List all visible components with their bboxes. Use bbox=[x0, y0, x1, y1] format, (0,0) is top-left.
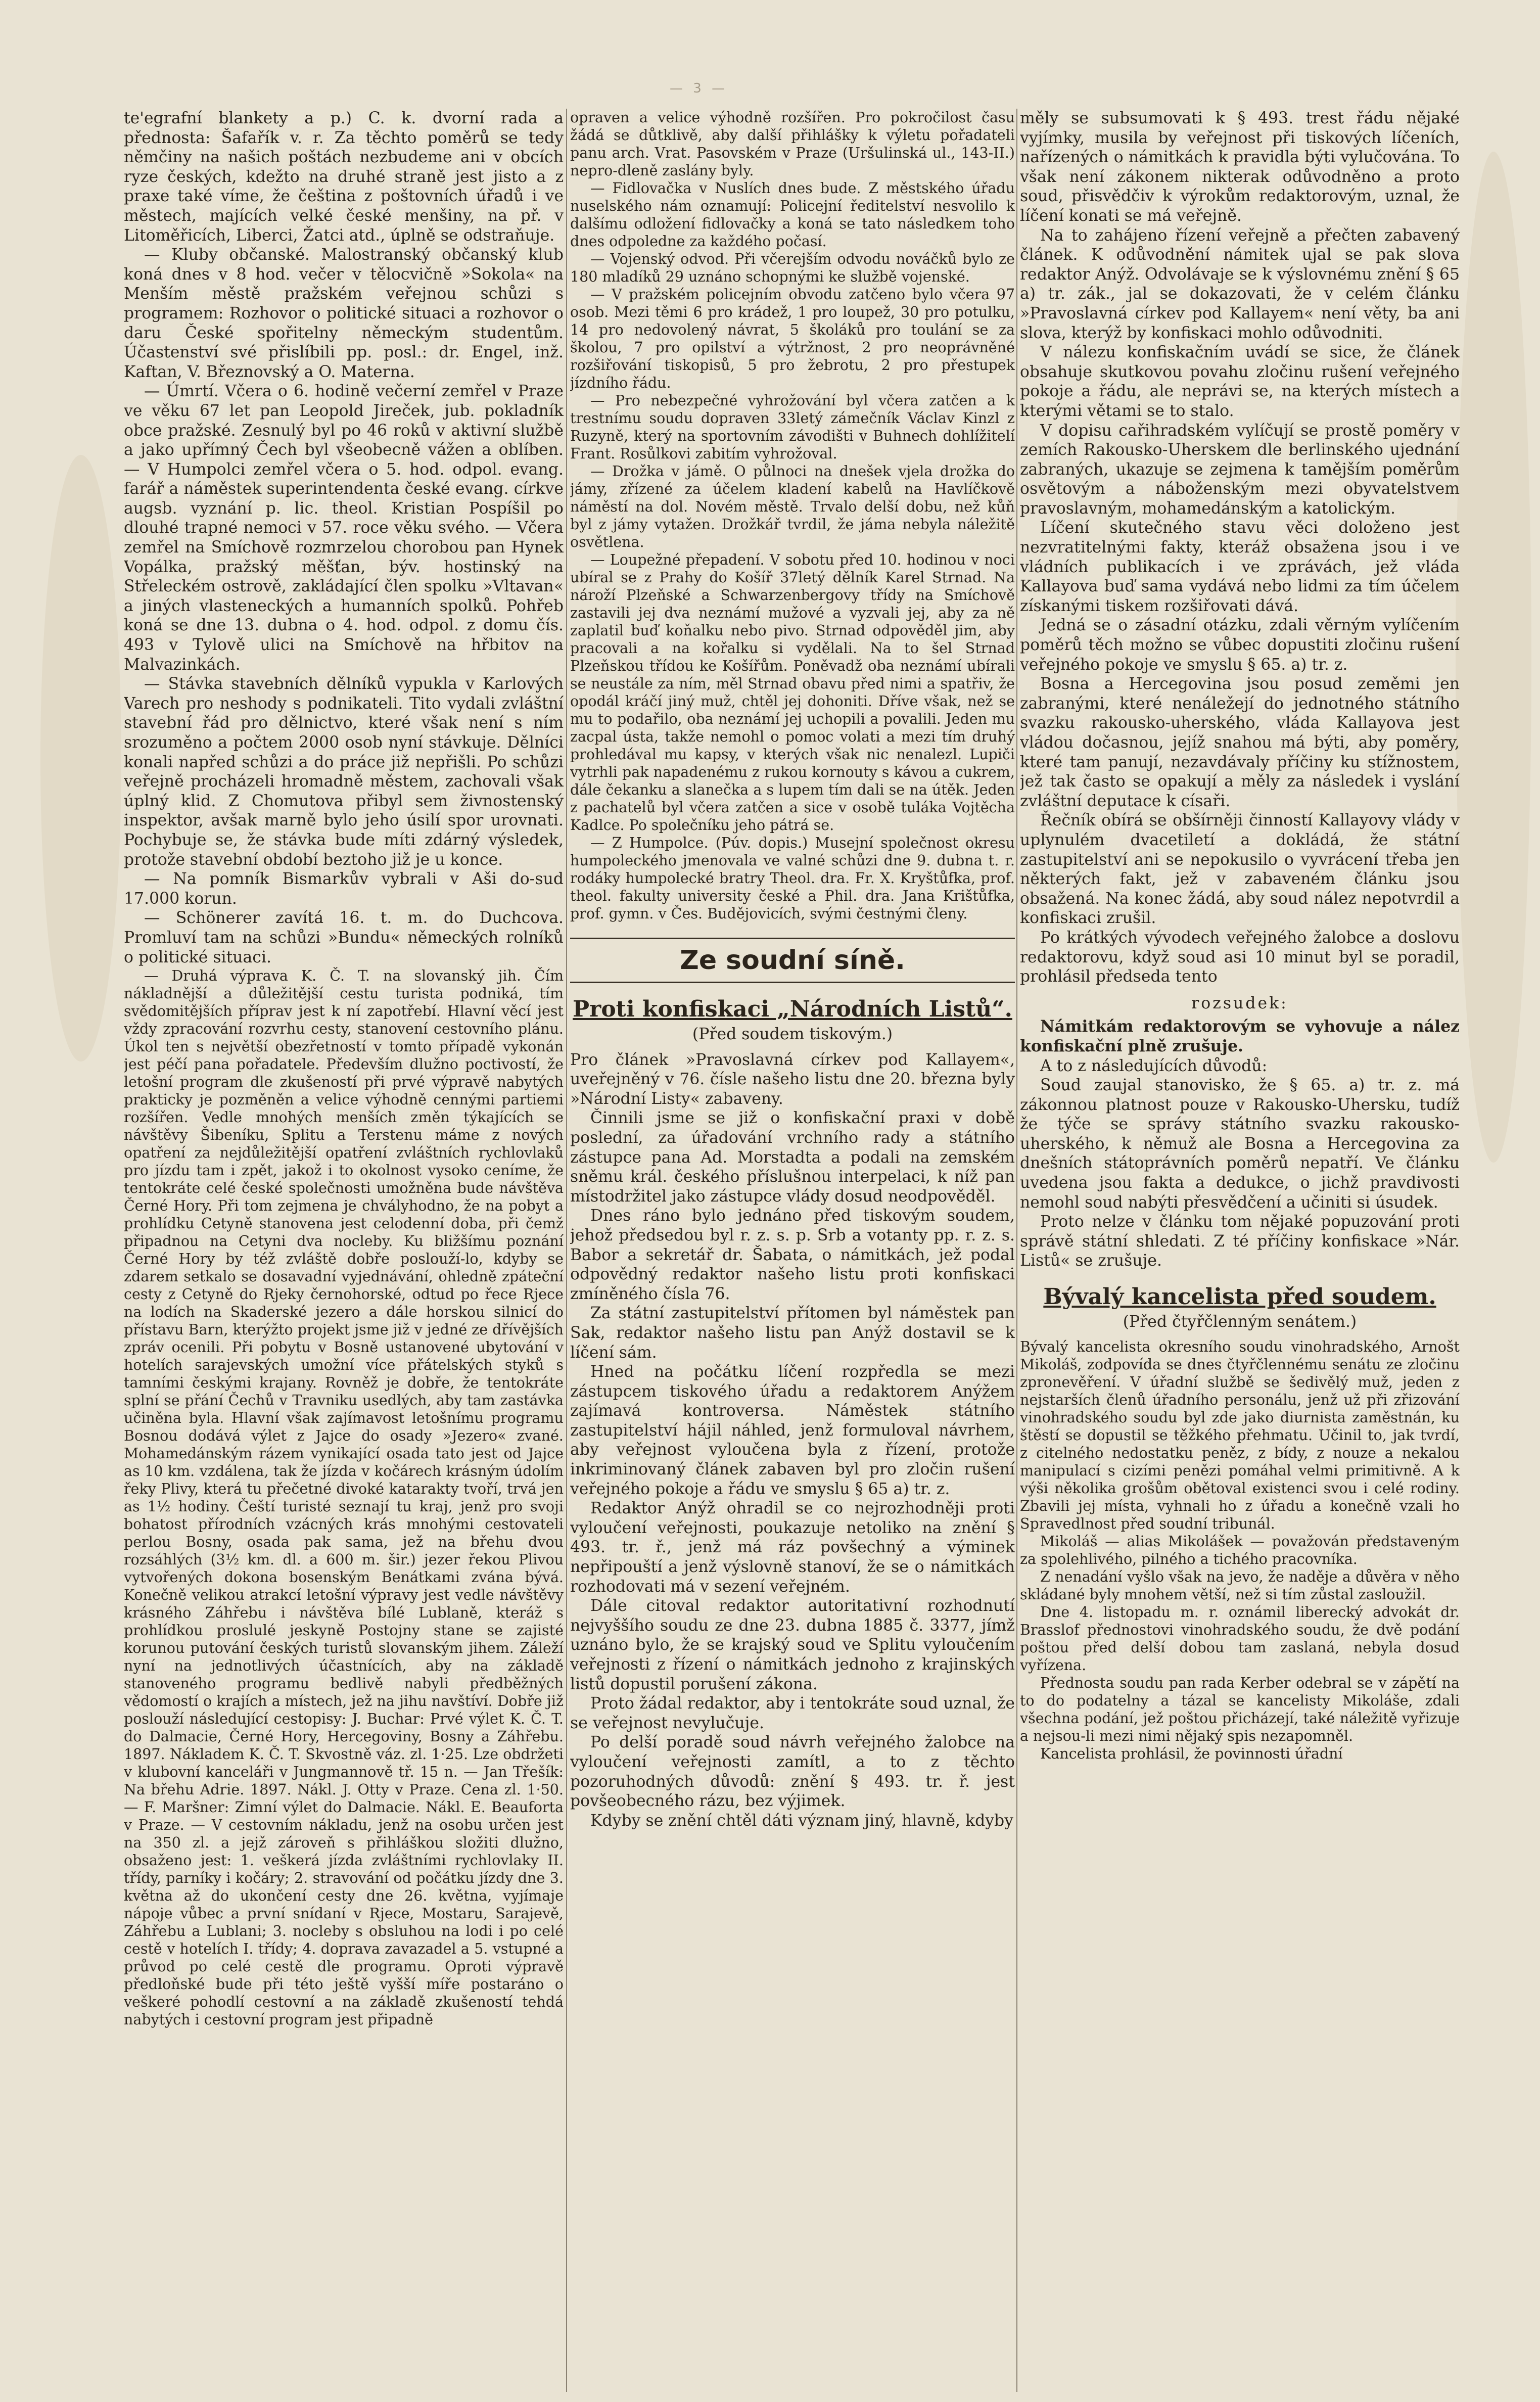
paragraph: Dále citoval redaktor autoritativní rozhodnutí nejvyššího soudu ze dne 23. dubna 1885 č. 3377, jímž uznáno bylo, že se krajský soud ve Splitu vyloučením veřejnosti z řízení o námitkách jednoho z krajinských listů dopustil porušení zákona. bbox=[570, 1597, 1015, 1693]
paragraph: V dopisu cařihradském vylíčují se prostě poměry v zemích Rakousko-Uherskem dle berlinského ujednání zabraných, ukazuje se zejmena k tamějším poměrům osvětovým a náboženským mezi obyvatelstvem pravoslavným, mohamedánským a katolickým. bbox=[1020, 421, 1460, 518]
paragraph: Kdyby se znění chtěl dáti význam jiný, hlavně, kdyby bbox=[590, 1811, 1013, 1830]
paragraph: — Na pomník Bismarkův vybrali v Aši do-sud 17.000 korun. bbox=[124, 870, 564, 908]
paragraph: Činnili jsme se již o konfiskační praxi v době poslední, za úřadování vrchního rady a státního zástupce pana Ad. Morstadta a podali na zemském sněmu král. českého příslušnou interpelaci, k níž pan místodržitel jako zástupce vlády dosud neodpověděl. bbox=[570, 1109, 1015, 1206]
paragraph: — Kluby občanské. Malostranský občanský klub koná dnes v 8 hod. večer v tělocvičně »Sokola« na Menším městě pražském veřejnou schůzi s programem: Rozhovor o politické situaci a rozhovor o daru České spořitelny německým studentům. Účastenství své přislíbili pp. posl.: dr. Engel, inž. Kaftan, V. Březnovský a O. Materna. bbox=[124, 246, 564, 381]
paragraph: Dne 4. listopadu m. r. oznámil liberecký advokát dr. Brasslof přednostovi vinohradského soudu, že dvě podání poštou před delší dobou tam zaslaná, nebyla dosud vyřízena. bbox=[1020, 1603, 1460, 1674]
column-1 bbox=[124, 109, 564, 2392]
paragraph: — Pro nebezpečné vyhrožování byl včera zatčen a k trestnímu soudu dopraven 33letý zámečník Václav Kinzl z Ruzyně, který na sportovním závodišti v Buhnech dohlížitelí Frant. Rosůlkovi zabitím vyhrožoval. bbox=[570, 392, 1015, 462]
paragraph: Z nenadání vyšlo však na jevo, že naděje a důvěra v něho skládané byly mnohem větší, než si tím zůstal zasloužil. bbox=[1020, 1568, 1460, 1603]
paragraph: — Schönerer zavítá 16. t. m. do Duchcova. Promluví tam na schůzi »Bundu« německých rolníků o politické situaci. bbox=[124, 909, 564, 966]
verdict-text: Námitkám redaktorovým se vyhovuje a nález konfiskační plně zrušuje. bbox=[1020, 1017, 1460, 1055]
paragraph: Přednosta soudu pan rada Kerber odebral se v zápětí na to do podatelny a tázal se kancelisty Mikoláše, zdali všechna podání, jež poštou přicházejí, také náležitě vyřizuje a nejsou-li mezi nimi nějaký spis nezapomněl. bbox=[1020, 1674, 1460, 1744]
paragraph: — Fidlovačka v Nuslích dnes bude. Z městského úřadu nuselského nám oznamují: Policejní ředitelství nesvolilo k dalšímu odložení fidlovačky a koná se tato následkem toho dnes odpoledne za každého počasí. bbox=[570, 180, 1015, 250]
paragraph: Bývalý kancelista okresního soudu vinohradského, Arnošt Mikoláš, zodpovída se dnes čtyřčlennému senátu ze zločinu zpronevěření. V úřadní službě se šedivělý muž, jeden z nejstarších členů úřadního personálu, jenž už při zřizování vinohradského soudu byl zde jako diurnista zaměstnán, ku štěstí se dopustil se těžkého přehmatu. Učinil to, jak tvrdí, z citelného nedostatku peněz, z bídy, z nouze a nekalou manipulací s cizími penězi pomáhal velmi primitivně. A k výši několika grošům obětoval existenci svou i celé rodiny. Zbavili jej místa, vyhnali ho z úřadu a konečně vzali ho Spravedlnost před soudní tribunál. bbox=[1020, 1338, 1460, 1532]
paragraph: — Drožka v jámě. O půlnoci na dnešek vjela drožka do jámy, zřízené za účelem kladení kabelů na Havlíčkově náměstí na dol. Novém městě. Trvalo delší dobu, než kůň byl z jámy vytažen. Drožkář tvrdil, že jáma nebyla náležitě osvětlena. bbox=[570, 463, 1015, 550]
paragraph: Kancelista prohlásil, že povinnosti úřadní bbox=[1040, 1745, 1343, 1762]
paragraph: — Loupežné přepadení. V sobotu před 10. hodinou v noci ubíral se z Prahy do Košíř 37letý dělník Karel Strnad. Na nároží Plzeňské a Schwarzenbergovy třídy na Smíchově zastavili jej dva neznámí mužové a vyzvali jej, aby za ně zaplatil buď koňalku nebo pivo. Strnad odpověděl jim, aby pracovali a na kořalku si vydělali. Na to šel Strnad Plzeňskou třídou ke Košířům. Poněvadž oba neznámí ubírali se neustále za ním, měl Strnad obavu před nimi a spatřiv, že opodál kráčí jiný muž, chtěl jej dohoniti. Dříve však, než se mu to podařilo, oba neznámí jej uchopili a povalili. Jeden mu zacpal ústa, takže nemohl o pomoc volati a mezi tím druhý prohledával mu kapsy, v kterých však nic nenalezl. Lupiči vytrhli pak napadenému z rukou kornouty s kávou a cukrem, dále čekanku a slanečka a s lupem tím dali se na útěk. Jeden z pachatelů byl včera zatčen a sice v osobě tuláka Vojtěcha Kadlce. Po společníku jeho pátrá se. bbox=[570, 551, 1015, 834]
paragraph: Proto žádal redaktor, aby i tentokráte soud uznal, že se veřejnost nevylučuje. bbox=[570, 1694, 1015, 1732]
article-title: Proti konfiskaci „Národních Listů“. bbox=[573, 996, 1012, 1022]
paragraph: A to z následujících důvodů: bbox=[1040, 1056, 1268, 1075]
paragraph: měly se subsumovati k § 493. trest řádu nějaké vyjímky, musila by veřejnost při tiskových líčeních, nařízených o námitkách k pravidla býti vylučována. To však není zákonem nikterak odůvodněno a proto soud, přisvědčiv k výrokům redaktorovým, uznal, že líčení konati se má veřejně. bbox=[1020, 109, 1460, 225]
paragraph: — Z Humpolce. (Púv. dopis.) Musejní společnost okresu humpoleckého jmenovala ve valné schůzi dne 9. dubna t. r. rodáky humpolecké bratry Theol. dra. Fr. X. Kryštůfka, prof. theol. fakulty university české a Phil. dra. Jana Krištůfka, prof. gymn. v Čes. Budějovicích, svými čestnými členy. bbox=[570, 835, 1015, 922]
paragraph: — Druhá výprava K. Č. T. na slovanský jih. Čím nákladnější a důležitější cestu turista podniká, tím svědomitějších příprav jest k ní zapotřebí. Hlavní věcí jest vždy zpracování rozvrhu cesty, stanovení cestovního plánu. Úkol ten s největší obezřetností v tomto případě vykonán jest péčí pana pořadatele. Především dlužno poctivostí, že letošní program dle zkušeností při prvé výpravě nabytých prakticky je pozměněn a velice výhodně cennými partiemi rozšířen. Vedle mnohých menších změn týkajících se návštěvy Šibeníku, Splitu a Terstenu máme z nových opatření za nejdůležitější opatření zvláštních rychlovlaků pro jízdu tam i zpět, jakož i to okolnost vysoko ceníme, že tentokráte celé české společnosti umožněna bude návštěva Černé Hory. Při tom zejmena je chvályhodno, že na pobyt a prohlídku Cetyně stanovena jest celodenní doba, při čemž připadnou na Cetyni dva nocleby. Ku bližšímu poznání Černé Hory by též zvláště dobře poslouží-lo, kdyby se zdarem setkalo se dosavadní vyjednávání, ohledně zpáteční cesty z Cetyně do Rjeky černohorské, odtud po řece Rjece na lodích na Skaderské jezero a dále horskou silnicí do přístavu Barn, kterýžto projekt jsme již v jedné ze dřívějších zpráv ocenili. Při pobytu v Bosně ustanovené ubytování v hotelích sarajevských umožní více přátelských styků s tamními českými krajany. Rovněž je dobře, že tentokráte splní se přání Čechů v Travniku usedlých, aby tam zastávka učiněna byla. Hlavní však zajímavost letošnímu programu Bosnou dodává výlet z Jajce do osady »Jezero« zvané. Mohamedánským rázem vynikající osada tato jest od Jajce as 10 km. vzdálena, tak že jízda v kočárech krásným údolím řeky Plivy, která tu přečetné divoké katarakty tvoří, trvá jen as 1½ hodiny. Čeští turisté seznají tu kraj, jenž pro svoji bohatost přírodních vzácných krás mnohými cestovateli perlou Bosny, osada pak sama, jež na břehu dvou rozsáhlých (3½ km. dl. a 600 m. šir.) jezer řekou Plivou vytvořených dokona bosenským Benátkami zvána bývá. Konečně velikou atrakcí letošní výpravy jest vedle návštěvy krásného Záhřebu i návštěva bílé Lublaně, kteráž s prohlídkou proslulé jeskyně Postojny stane se zajisté korunou putování českých turistů slovanským jihem. Záleží nyní na jednotlivých účastnících, aby na základě stanoveného programu bedlivě nabyli předběžných vědomostí o krajích a místech, jež na jihu navštíví. Dobře již poslouží následující cestopisy: J. Buchar: Prvé výlet K. Č. T. do Dalmacie, Černé Hory, Hercegoviny, Bosny a Záhřebu. 1897. Nákladem K. Č. T. Skvostně váz. zl. 1·25. Lze obdržeti v klubovní kanceláři v Jungmannově tř. 15 n. — Jan Třešík: Na břehu Adrie. 1897. Nákl. J. Otty v Praze. Cena zl. 1·50. — F. Maršner: Zimní výlet do Dalmacie. Nákl. E. Beauforta v Praze. — V cestovním nákladu, jenž na osobu určen jest na 350 zl. a jejž zároveň s přihláškou složiti dlužno, obsaženo jest: 1. veškerá jízda zvláštními rychlovlaky II. třídy, parníky i kočáry; 2. stravování od počátku jízdy dne 3. května až do ukončení cesty dne 26. května, vyjímaje nápoje vůbec a první snídaní v Rjece, Mostaru, Sarajevě, Záhřebu a Lublani; 3. nocleby s obsluhou na lodi i po celé cestě v hotelích I. třídy; 4. doprava zavazadel a 5. vstupné a průvod po celé cestě dle programu. Oproti výpravě předloňské bude při této ještě vyšší míře postaráno o veškeré pohodlí cestovní a na základě zkušeností tehdá nabytých i cestovní program jest připadně bbox=[124, 967, 564, 2028]
paragraph: — Stávka stavebních dělníků vypukla v Karlových Varech pro neshody s podnikateli. Tito vydali zvláštní stavební řád pro dělnictvo, které však není s ním srozuměno a počtem 2000 osob nyní stávkuje. Dělníci konali napřed schůzi a do práce již nepřišli. Po schůzi veřejně procházeli hromadně městem, zachovali však úplný klid. Z Chomutova přibyl sem živnostenský inspektor, avšak marně bylo jeho úsilí spor urovnati. Pochybuje se, že stávka bude míti zdárný výsledek, protože stavební období beztoho již je u konce. bbox=[124, 675, 564, 869]
article-title: Bývalý kancelista před soudem. bbox=[1043, 1284, 1436, 1310]
paragraph: Hned na počátku líčení rozpředla se mezi zástupcem tiskového úřadu a redaktorem Anýžem zajímavá kontroversa. Náměstek státního zastupitelství hájil náhled, jenž formuloval návrhem, aby veřejnost vyloučena byla z řízení, protože inkriminovaný článek zabaven byl pro zločin rušení veřejného pokoje a řádu ve smyslu § 65 a) tr. z. bbox=[570, 1363, 1015, 1498]
paragraph: Na to zahájeno řízení veřejně a přečten zabavený článek. K odůvodnění námitek ujal se pak slova redaktor Anýž. Odvolávaje se k výslovnému znění § 65 a) tr. zák., jal se dokazovati, že v celém článku »Pravoslavná církev pod Kallayem« není věty, ba ani slova, kterýž by konfiskaci mohlo odůvodniti. bbox=[1020, 226, 1460, 342]
paper-stain bbox=[1456, 152, 1531, 1163]
paragraph: Pro článek »Pravoslavná církev pod Kallayem«, uveřejněný v 76. čísle našeho listu dne 20. března byly »Národní Listy« zabaveny. bbox=[570, 1050, 1015, 1108]
paragraph: Bosna a Hercegovina jsou posud zeměmi jen zabranými, které nenáležejí do jednotného státního svazku rakousko-uherského, vláda Kallayova jest vládou dočasnou, jejíž snahou má býti, aby poměry, které tam panují, nezavdávaly příčiny ku stížnostem, jež tak často se opakují a měly za následek i vyslání zvláštní deputace k císaři. bbox=[1020, 675, 1460, 810]
paragraph: Za státní zastupitelství přítomen byl náměstek pan Sak, redaktor našeho listu pan Anýž dostavil se k líčení sám. bbox=[570, 1304, 1015, 1362]
header-fragment: — 3 — bbox=[670, 81, 728, 96]
paragraph: Dnes ráno bylo jednáno před tiskovým soudem, jehož předsedou byl r. z. s. p. Srb a votanty pp. r. z. s. Babor a sekretář dr. Šabata, o námitkách, jež podal odpovědný redaktor našeho listu proti konfiskaci zmíněného čísla 76. bbox=[570, 1207, 1015, 1303]
column-3 bbox=[1020, 109, 1460, 2392]
paragraph: Redaktor Anýž ohradil se co nejrozhodněji proti vyloučení veřejnosti, poukazuje netoliko na znění § 493. tr. ř., jenž má ráz povšechný a výminek nepřipouští a jenž výslovně stanoví, že se o námitkách rozhodovati má v sezení veřejném. bbox=[570, 1499, 1015, 1596]
paragraph: Mikoláš — alias Mikolášek — považován představeným za spolehlivého, pilného a tichého pracovníka. bbox=[1020, 1533, 1460, 1567]
paragraph: Soud zaujal stanovisko, že § 65. a) tr. z. má zákonnou platnost pouze v Rakousko-Uhersku, tudíž že týče se správy státního svazku rakousko-uherského, k němuž ale Bosna a Hercegovina za dnešních státoprávních poměrů nepatří. Ve článku uvedena jsou fakta a dedukce, o jichž pravdivosti nemohl soud nabýti přesvědčení a učiniti si úsudek. bbox=[1020, 1076, 1460, 1212]
paragraph: Řečník obírá se obšírněji činností Kallayovy vlády v uplynulém dvacetiletí a dokládá, že státní zastupitelství ani se nepokusilo o vyvrácení třeba jen některých fakt, jež v zabaveném článku jsou obsažená. Na konec žádá, aby soud nález nepotvrdil a konfiskaci zrušil. bbox=[1020, 811, 1460, 928]
paragraph: te'egrafní blankety a p.) C. k. dvorní rada a přednosta: Šafařík v. r. Za těchto poměrů se tedy němčiny na našich poštách nezbudeme ani v obcích ryze českých, kdežto na druhé straně jest jisto a z praxe také víme, že čeština z poštovních úřadů i ve městech, majících velké české menšiny, na př. v Litoměřicích, Liberci, Žatci atd., úplně se odstraňuje. bbox=[124, 109, 564, 245]
paragraph: Jedná se o zásadní otázku, zdali věrným vylíčením poměrů těch možno se vůbec dopustiti zločinu rušení veřejného pokoje ve smyslu § 65. a) tr. z. bbox=[1020, 616, 1460, 674]
column-rule bbox=[1016, 109, 1017, 2392]
paragraph: opraven a velice výhodně rozšířen. Pro pokročilost času žádá se důtklivě, aby další přihlášky k výletu pořadateli panu arch. Vrat. Pasovském v Praze (Uršulinská ul., 143-II.) nepro-dleně zaslány byly. bbox=[570, 109, 1015, 179]
paragraph: Proto nelze v článku tom nějaké popuzování proti správě státní shledati. Z té příčiny konfiskace »Nár. Listů« se zrušuje. bbox=[1020, 1213, 1460, 1270]
article-subtitle: (Před soudem tiskovým.) bbox=[692, 1025, 893, 1043]
verdict-label: rozsudek: bbox=[1191, 994, 1288, 1012]
paragraph: — V pražském policejním obvodu zatčeno bylo včera 97 osob. Mezi těmi 6 pro krádež, 1 pro loupež, 30 pro potulku, 14 pro nedovolený návrat, 5 školáků pro toulání se za školou, 7 pro opilství a výtržnost, 2 pro neoprávněné rozšiřování tiskopisů, 5 pro žebrotu, 2 pro přestupek jízdního řádu. bbox=[570, 286, 1015, 391]
column-2 bbox=[570, 109, 1015, 2392]
article-subtitle: (Před čtyřčlenným senátem.) bbox=[1123, 1313, 1357, 1331]
paragraph: Po delší poradě soud návrh veřejného žalobce na vyloučení veřejnosti zamítl, a to z těchto pozoruhodných důvodů: znění § 493. tr. ř. jest povšeobecného rázu, bez výjimek. bbox=[570, 1733, 1015, 1811]
column-rule bbox=[566, 109, 567, 2392]
paragraph: Po krátkých vývodech veřejného žalobce a doslovu redaktorovu, když soud asi 10 minut byl se poradil, prohlásil předseda tento bbox=[1020, 928, 1460, 986]
paragraph: Líčení skutečného stavu věci doloženo jest nezvratitelnými fakty, kteráž obsažena jsou i ve vládních publikacích i ve zprávách, jež vláda Kallayova buď sama vydává nebo lidmi za tím účelem získanými tiskem rozšiřovati dává. bbox=[1020, 519, 1460, 615]
paragraph: V nálezu konfiskačním uvádí se sice, že článek obsahuje skutkovou povahu zločinu rušení veřejného pokoje a řádu, ale neprávi se, na kterých místech a kterými větami se to stalo. bbox=[1020, 343, 1460, 420]
court-section-title: Ze soudní síně. bbox=[570, 938, 1015, 983]
paper-stain bbox=[40, 455, 121, 1061]
paragraph: — Vojenský odvod. Při včerejším odvodu nováčků bylo ze 180 mladíků 29 uznáno schopnými ke službě vojenské. bbox=[570, 251, 1015, 285]
paragraph: — Úmrtí. Včera o 6. hodině večerní zemřel v Praze ve věku 67 let pan Leopold Jireček, jub. pokladník obce pražské. Zesnulý byl po 46 roků v aktivní službě a jako upřímný Čech byl všeobecně vážen a oblíben. — V Humpolci zemřel včera o 5. hod. odpol. evang. farář a náměstek superintendenta české evang. církve augsb. vyznání p. lic. theol. Kristian Pospíšil po dlouhé trapné nemoci v 57. roce věku svého. — Včera zemřel na Smíchově rozmrzelou chorobou pan Hynek Vopálka, pražský měšťan, býv. hostinský na Střeleckém ostrově, zakládající člen spolku »Vltavan« a jiných vlasteneckých a humanních spolků. Pohřeb koná se dne 13. dubna o 4. hod. odpol. z domu čís. 493 v Tylově ulici na Smíchově na hřbitov na Malvazinkách. bbox=[124, 382, 564, 674]
